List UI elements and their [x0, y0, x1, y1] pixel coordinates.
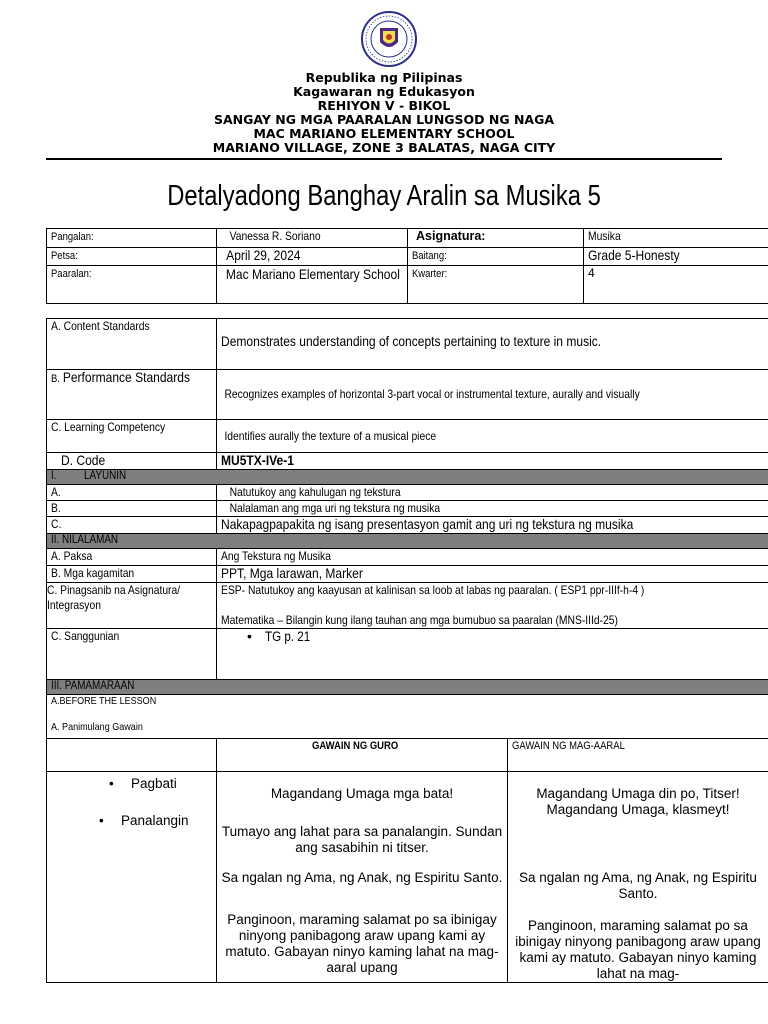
gawain-mag-aaral-header: GAWAIN NG MAG-AARAL [508, 739, 768, 772]
objective-b-text: Nalalaman ang mga uri ng tekstura ng musika [217, 501, 768, 517]
guro-prayer-instruction: Tumayo ang lahat para sa panalangin. Sundan ang sasabihin ni titser. [221, 824, 503, 855]
integrasyon-esp: ESP- Natutukoy ang kaayusan at kalinisan sa loob at labas ng paaralan. ( ESP1 ppr-IIIf-h-4 ) [221, 583, 645, 597]
code-label: D. Code [47, 453, 217, 470]
step-panalangin: • Panalangin [99, 813, 189, 828]
subject-value: Musika [584, 229, 768, 248]
content-standards-label: A. Content Standards [47, 319, 217, 370]
content-standards-value: Demonstrates understanding of concepts pertaining to texture in music. [217, 319, 768, 370]
info-table [46, 228, 768, 304]
performance-standards-label: B. Performance Standards [47, 370, 217, 420]
step-pagbati: • Pagbati [109, 776, 177, 791]
paksa-label: A. Paksa [47, 549, 217, 566]
header-line-division: SANGAY NG MGA PAARALAN LUNGSOD NG NAGA [213, 112, 555, 127]
before-lesson-row [47, 695, 768, 739]
date-value: April 29, 2024 [217, 248, 408, 266]
header-line-department: Kagawaran ng Edukasyon [293, 84, 475, 99]
guro-greeting: Magandang Umaga mga bata! [270, 786, 454, 801]
subject-label: Asignatura: [408, 229, 584, 248]
header-line-region: REHIYON V - BIKOL [317, 98, 451, 113]
sanggunian-value [217, 629, 768, 680]
pamamaraan-heading: III. PAMAMARAAN [47, 680, 768, 695]
step-header-empty [47, 739, 217, 772]
gawain-guro-header: GAWAIN NG GURO [217, 739, 508, 772]
header-line-address: MARIANO VILLAGE, ZONE 3 BALATAS, NAGA CITY [212, 140, 556, 155]
kagamitan-label: B. Mga kagamitan [47, 566, 217, 583]
quarter-label: Kwarter: [408, 266, 584, 304]
name-value: Vanessa R. Soriano [217, 229, 408, 248]
name-label: Pangalan: [47, 229, 217, 248]
header-line-republic: Republika ng Pilipinas [305, 70, 463, 85]
layunin-heading: I. LAYUNIN [47, 470, 768, 485]
document-title: Detalyadong Banghay Aralin sa Musika 5 [167, 180, 601, 212]
quarter-value: 4 [584, 266, 768, 304]
grade-label: Baitang: [408, 248, 584, 266]
mag-aaral-prayer: Panginoon, maraming salamat po sa ibinigay ninyong panibagong araw upang kami ay matuto. Gabayan ninyo kaming lahat na mag- [515, 918, 761, 981]
guro-sign-of-cross: Sa ngalan ng Ama, ng Anak, ng Espiritu Santo. [221, 870, 503, 885]
panimulang-gawain-label: A. Panimulang Gawain [51, 721, 143, 733]
school-header [0, 71, 768, 155]
sanggunian-label: C. Sanggunian [47, 629, 217, 680]
before-lesson-label: A.BEFORE THE LESSON [51, 695, 157, 707]
mag-aaral-greeting: Magandang Umaga din po, Titser! Magandang Umaga, klasmeyt! [536, 786, 740, 817]
gawain-mag-aaral-cell [508, 772, 768, 983]
lesson-plan-table [46, 318, 768, 983]
objective-b-label: B. [47, 501, 217, 517]
learning-competency-label: C. Learning Competency [47, 420, 217, 453]
kagamitan-value: PPT, Mga larawan, Marker [217, 566, 768, 583]
steps-cell [47, 772, 217, 983]
header-line-school: MAC MARIANO ELEMENTARY SCHOOL [253, 126, 515, 141]
code-value: MU5TX-IVe-1 [217, 453, 768, 470]
integrasyon-label: C. Pinagsanib na Asignatura/ Integrasyon [47, 583, 217, 629]
objective-c-text: Nakapagpapakita ng isang presentasyon gamit ang uri ng tekstura ng musika [217, 517, 768, 534]
date-label: Petsa: [47, 248, 217, 266]
paksa-value: Ang Tekstura ng Musika [217, 549, 768, 566]
learning-competency-value: Identifies aurally the texture of a musical piece [217, 420, 768, 453]
integrasyon-value [217, 583, 768, 629]
sanggunian-item: • TG p. 21 [247, 629, 764, 645]
objective-a-label: A. [47, 485, 217, 501]
guro-prayer: Panginoon, maraming salamat po sa ibinigay ninyong panibagong araw upang kami ay matuto. Gabayan ninyo kaming lahat na mag-aaral upang [225, 912, 499, 975]
integrasyon-math: Matematika – Bilangin kung ilang tauhan ang mga bumubuo sa paaralan (MNS-IIId-25) [221, 613, 618, 627]
nilalaman-heading: II. NILALAMAN [47, 534, 768, 549]
deped-seal-logo [358, 10, 420, 68]
performance-standards-value: Recognizes examples of horizontal 3-part vocal or instrumental texture, aurally and visually [217, 370, 768, 420]
school-label: Paaralan: [47, 266, 217, 304]
objective-c-label: C. [47, 517, 217, 534]
grade-value: Grade 5-Honesty [584, 248, 768, 266]
mag-aaral-sign-of-cross: Sa ngalan ng Ama, ng Anak, ng Espiritu Santo. [519, 870, 757, 901]
school-value: Mac Mariano Elementary School [217, 266, 408, 304]
objective-a-text: Natutukoy ang kahulugan ng tekstura [217, 485, 768, 501]
header-divider [46, 158, 722, 160]
gawain-guro-cell [217, 772, 508, 983]
